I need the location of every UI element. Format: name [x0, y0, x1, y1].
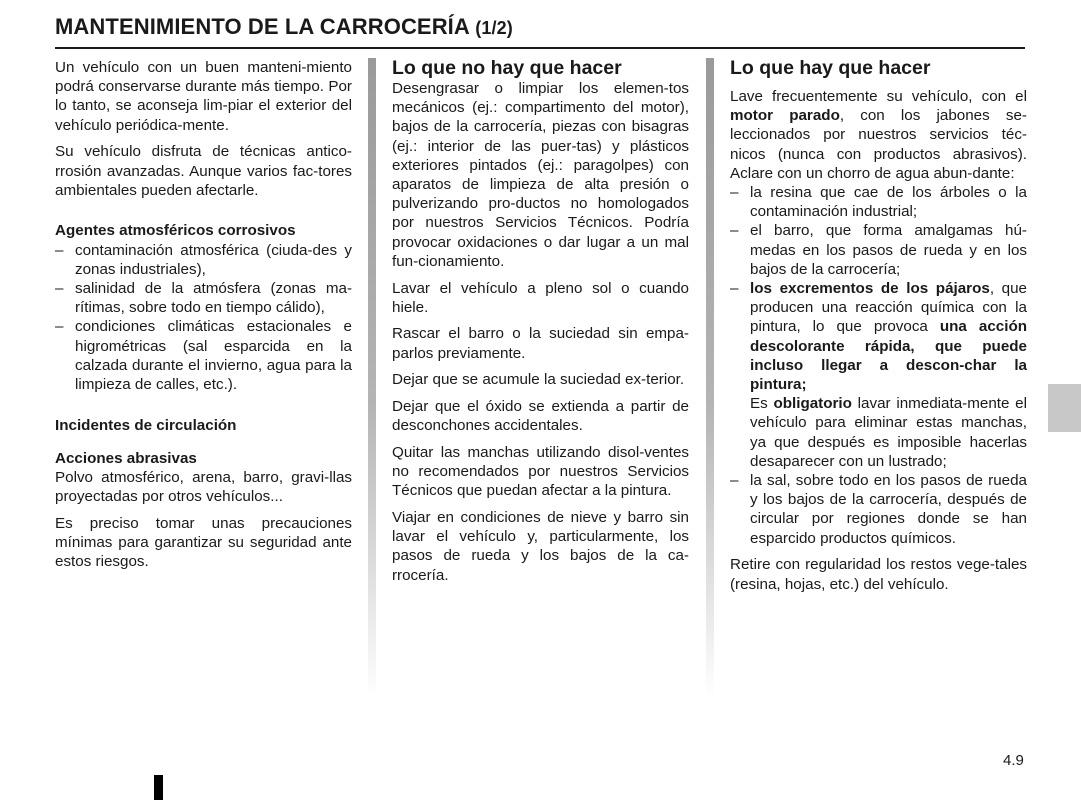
- list-item: – la sal, sobre todo en los pasos de rueda y los bajos de la carrocería, después de circular por regiones donde se han esparcido productos químicos.: [730, 471, 1027, 548]
- do-final-paragraph: Retire con regularidad los restos vege-tales (resina, hojas, etc.) del vehículo.: [730, 556, 1027, 593]
- mandatory-emphasis: obligatorio: [773, 395, 852, 413]
- column-divider-bar: [706, 58, 714, 698]
- do-list: [730, 183, 1027, 548]
- dont-paragraph: Rascar el barro o la suciedad sin empa-parlos previamente.: [392, 325, 689, 362]
- do-heading: Lo que hay que hacer: [730, 57, 931, 79]
- section-side-tab: [1048, 384, 1081, 432]
- column-divider-bar: [368, 58, 376, 698]
- traffic-incidents-heading: Incidentes de circulación: [55, 416, 237, 434]
- atmospheric-agents-list: [55, 241, 352, 395]
- dont-paragraph: Lavar el vehículo a pleno sol o cuando hiele.: [392, 279, 689, 316]
- discoloring-action-emphasis: una acción descolorante rápida, que puede incluso llegar a descon-char la pintura;: [750, 318, 1027, 394]
- page-title-text: MANTENIMIENTO DE LA CARROCERÍA: [55, 14, 470, 39]
- dont-paragraph: Quitar las manchas utilizando disol-ventes no recomendados por nuestros Servicios Técnicos que puedan afectar a la pintura.: [392, 443, 689, 500]
- atmospheric-agents-heading: Agentes atmosféricos corrosivos: [55, 222, 296, 240]
- do-intro-text: Lave frecuentemente su vehículo, con el: [730, 88, 1027, 105]
- mandatory-text-end: lavar inmediata-mente el vehículo para eliminar estas manchas, ya que después es imposible hacerlas desaparecer con un lustrado;: [750, 395, 1027, 470]
- intro-paragraph: Su vehículo disfruta de técnicas antico-rrosión avanzadas. Aunque varios fac-tores ambientales pueden afectarle.: [55, 143, 352, 199]
- page-title: [55, 14, 513, 40]
- print-crop-mark: [154, 775, 163, 800]
- column-intro: [55, 58, 352, 579]
- spacer: [55, 435, 352, 449]
- precautions-text: Es preciso tomar unas precauciones mínimas para garantizar su seguridad ante estos riesgos.: [55, 515, 352, 571]
- title-rule: [55, 47, 1025, 49]
- list-item: – salinidad de la atmósfera (zonas ma-rítimas, sobre todo en tiempo cálido),: [55, 279, 352, 317]
- list-item-bird-droppings: [730, 279, 1027, 471]
- intro-paragraph: Un vehículo con un buen manteni-miento podrá conservarse durante más tiempo. Por lo tanto, se aconseja lim-piar el exterior del vehículo periódica-mente.: [55, 59, 352, 134]
- list-item: – la resina que cae de los árboles o la contaminación industrial;: [730, 183, 1027, 221]
- bird-droppings-emphasis: los excrementos de los pájaros: [750, 280, 990, 298]
- mandatory-text-start: Es: [750, 395, 774, 413]
- list-item: – el barro, que forma amalgamas hú-medas en los pasos de rueda y en los bajos de la carrocería;: [730, 221, 1027, 279]
- spacer: [55, 402, 352, 416]
- motor-stopped-emphasis: motor parado: [730, 107, 840, 125]
- page-number: 4.9: [1003, 752, 1024, 769]
- abrasive-actions-heading: Acciones abrasivas: [55, 449, 197, 467]
- column-dont: [392, 58, 689, 592]
- spacer: [55, 207, 352, 221]
- column-do: [730, 58, 1027, 601]
- page-part-indicator: (1/2): [475, 18, 513, 38]
- list-item: – contaminación atmosférica (ciuda-des y zonas industriales),: [55, 241, 352, 279]
- list-item: – condiciones climáticas estacionales e higrométricas (sal esparcida en la calzada durante el invierno, agua para la limpieza de calles, etc.).: [55, 317, 352, 394]
- dont-paragraph: Desengrasar o limpiar los elemen-tos mecánicos (ej.: compartimento del motor), bajos de la carrocería, piezas con bisagras (ej.: interior de las puer-tas) y plásticos exteriores pintados (ej.: paragolpes) con aparatos de limpieza de alta presión o pulverizando pro-ductos no homologados por nuestros Servicios Técnicos. Podría provocar oxidaciones o dar lugar a un mal fun-cionamiento.: [392, 80, 689, 270]
- dont-paragraph: Viajar en condiciones de nieve y barro sin lavar el vehículo y, particularmente, los pasos de rueda y los bajos de la ca-rrocería.: [392, 509, 689, 584]
- do-intro-text-continued: , con los jabones se-leccionados por nuestros servicios téc-nicos (nunca con productos abrasivos). Aclare con un chorro de agua abun-dante:: [730, 107, 1027, 182]
- dont-heading: Lo que no hay que hacer: [392, 57, 622, 79]
- dont-paragraph: Dejar que el óxido se extienda a partir de desconchones accidentales.: [392, 398, 689, 435]
- do-intro-paragraph: [730, 87, 1027, 183]
- bird-droppings-text: , que producen una reacción química con la pintura, lo que provoca: [750, 280, 1028, 336]
- abrasive-actions-text: Polvo atmosférico, arena, barro, gravi-llas proyectadas por otros vehículos...: [55, 469, 352, 506]
- dont-paragraph: Dejar que se acumule la suciedad ex-terior.: [392, 371, 685, 389]
